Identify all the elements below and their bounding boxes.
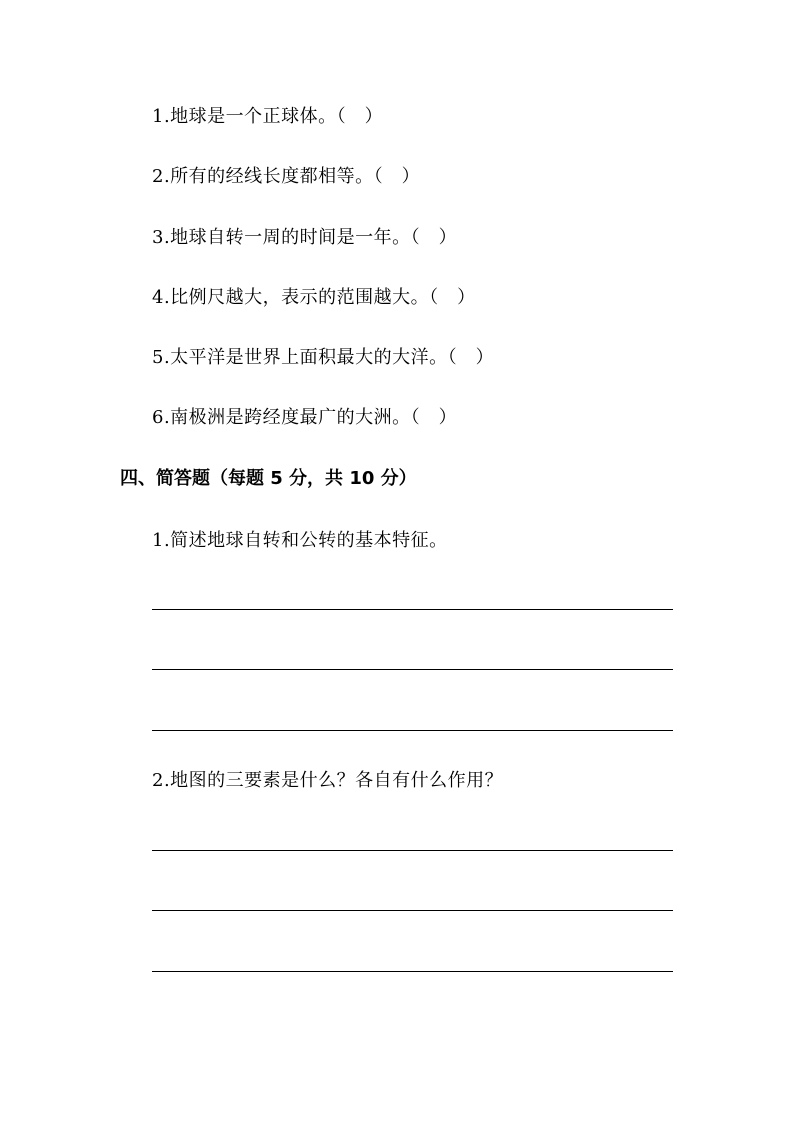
true-false-item: 1.地球是一个正球体。（ ）: [152, 106, 384, 127]
answer-line[interactable]: [152, 609, 673, 610]
answer-line[interactable]: [152, 730, 673, 731]
true-false-item: 5.太平洋是世界上面积最大的大洋。（ ）: [152, 347, 495, 368]
section-title: 四、简答题（每题 5 分，共 10 分）: [120, 468, 417, 489]
short-answer-question: 2.地图的三要素是什么？各自有什么作用？: [152, 770, 504, 791]
true-false-item: 4.比例尺越大，表示的范围越大。（ ）: [152, 287, 476, 308]
short-answer-question: 1.简述地球自转和公转的基本特征。: [152, 530, 448, 551]
answer-line[interactable]: [152, 910, 673, 911]
answer-line[interactable]: [152, 669, 673, 670]
true-false-item: 3.地球自转一周的时间是一年。（ ）: [152, 227, 458, 248]
true-false-item: 2.所有的经线长度都相等。（ ）: [152, 166, 421, 187]
answer-line[interactable]: [152, 850, 673, 851]
answer-line[interactable]: [152, 971, 673, 972]
true-false-item: 6.南极洲是跨经度最广的大洲。（ ）: [152, 407, 458, 428]
